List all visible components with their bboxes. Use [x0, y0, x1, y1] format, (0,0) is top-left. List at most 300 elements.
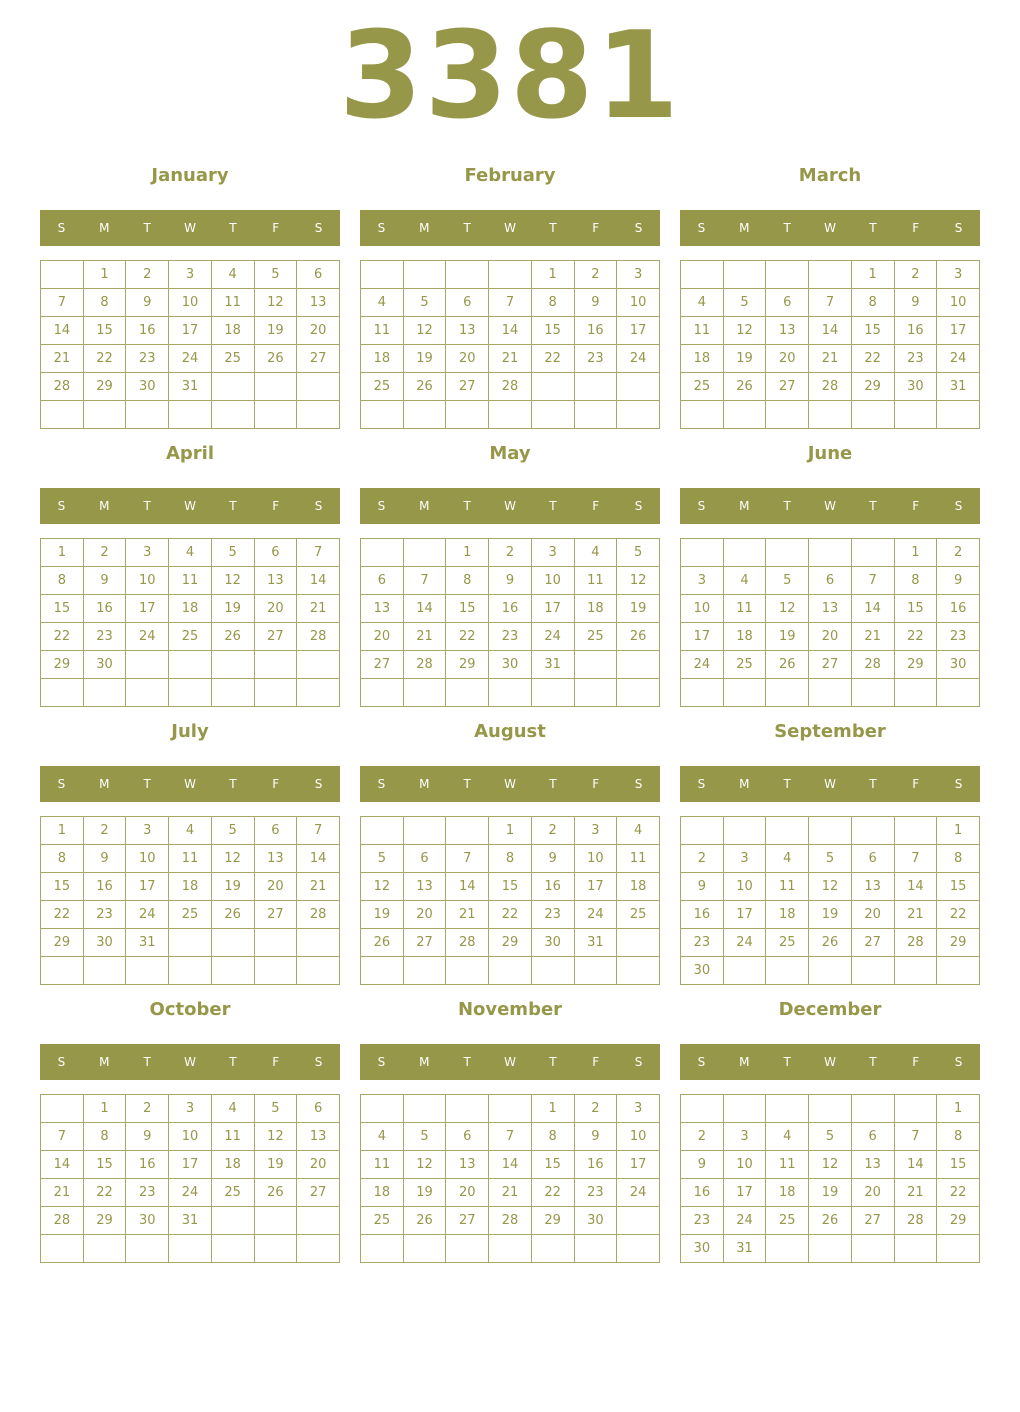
day-cell[interactable]: 19 [403, 1179, 446, 1207]
day-cell[interactable]: 11 [617, 845, 660, 873]
day-cell[interactable]: 9 [574, 1123, 617, 1151]
day-cell[interactable]: 5 [361, 845, 404, 873]
day-cell[interactable]: 1 [446, 539, 489, 567]
day-cell[interactable]: 29 [937, 929, 980, 957]
day-cell[interactable]: 25 [169, 901, 212, 929]
day-cell[interactable]: 17 [937, 317, 980, 345]
day-cell[interactable]: 13 [851, 1151, 894, 1179]
day-cell[interactable]: 25 [574, 623, 617, 651]
day-cell[interactable]: 23 [681, 929, 724, 957]
day-cell[interactable]: 7 [446, 845, 489, 873]
day-cell[interactable]: 17 [723, 901, 766, 929]
day-cell[interactable]: 9 [574, 289, 617, 317]
day-cell[interactable]: 10 [723, 1151, 766, 1179]
day-cell[interactable]: 18 [681, 345, 724, 373]
day-cell[interactable]: 13 [254, 845, 297, 873]
day-cell[interactable]: 23 [531, 901, 574, 929]
day-cell[interactable]: 30 [126, 1207, 169, 1235]
day-cell[interactable]: 27 [297, 1179, 340, 1207]
day-cell[interactable]: 1 [41, 539, 84, 567]
day-cell[interactable]: 20 [297, 1151, 340, 1179]
day-cell[interactable]: 16 [574, 317, 617, 345]
day-cell[interactable]: 25 [617, 901, 660, 929]
day-cell[interactable]: 24 [169, 345, 212, 373]
day-cell[interactable]: 4 [169, 539, 212, 567]
day-cell[interactable]: 11 [211, 1123, 254, 1151]
day-cell[interactable]: 6 [254, 817, 297, 845]
day-cell[interactable]: 21 [489, 345, 532, 373]
day-cell[interactable]: 4 [723, 567, 766, 595]
day-cell[interactable]: 14 [851, 595, 894, 623]
day-cell[interactable]: 21 [894, 901, 937, 929]
day-cell[interactable]: 22 [937, 1179, 980, 1207]
day-cell[interactable]: 29 [894, 651, 937, 679]
day-cell[interactable]: 10 [531, 567, 574, 595]
day-cell[interactable]: 21 [809, 345, 852, 373]
day-cell[interactable]: 7 [809, 289, 852, 317]
day-cell[interactable]: 1 [937, 1095, 980, 1123]
day-cell[interactable]: 18 [574, 595, 617, 623]
day-cell[interactable]: 16 [574, 1151, 617, 1179]
day-cell[interactable]: 3 [617, 261, 660, 289]
day-cell[interactable]: 10 [617, 289, 660, 317]
day-cell[interactable]: 24 [617, 345, 660, 373]
day-cell[interactable]: 30 [894, 373, 937, 401]
day-cell[interactable]: 27 [361, 651, 404, 679]
day-cell[interactable]: 30 [937, 651, 980, 679]
day-cell[interactable]: 11 [574, 567, 617, 595]
day-cell[interactable]: 24 [574, 901, 617, 929]
day-cell[interactable]: 30 [489, 651, 532, 679]
day-cell[interactable]: 18 [361, 345, 404, 373]
day-cell[interactable]: 14 [297, 845, 340, 873]
day-cell[interactable]: 10 [126, 845, 169, 873]
day-cell[interactable]: 16 [126, 317, 169, 345]
day-cell[interactable]: 20 [361, 623, 404, 651]
day-cell[interactable]: 19 [766, 623, 809, 651]
day-cell[interactable]: 11 [169, 845, 212, 873]
day-cell[interactable]: 24 [937, 345, 980, 373]
day-cell[interactable]: 11 [169, 567, 212, 595]
day-cell[interactable]: 11 [361, 1151, 404, 1179]
day-cell[interactable]: 2 [574, 1095, 617, 1123]
day-cell[interactable]: 20 [297, 317, 340, 345]
day-cell[interactable]: 14 [489, 317, 532, 345]
day-cell[interactable]: 15 [937, 1151, 980, 1179]
day-cell[interactable]: 22 [851, 345, 894, 373]
day-cell[interactable]: 26 [254, 345, 297, 373]
day-cell[interactable]: 20 [851, 901, 894, 929]
day-cell[interactable]: 28 [489, 1207, 532, 1235]
day-cell[interactable]: 16 [894, 317, 937, 345]
day-cell[interactable]: 6 [254, 539, 297, 567]
day-cell[interactable]: 3 [723, 845, 766, 873]
day-cell[interactable]: 19 [723, 345, 766, 373]
day-cell[interactable]: 28 [894, 1207, 937, 1235]
day-cell[interactable]: 2 [83, 817, 126, 845]
day-cell[interactable]: 28 [446, 929, 489, 957]
day-cell[interactable]: 23 [894, 345, 937, 373]
day-cell[interactable]: 7 [41, 289, 84, 317]
day-cell[interactable]: 31 [937, 373, 980, 401]
day-cell[interactable]: 19 [809, 901, 852, 929]
day-cell[interactable]: 7 [403, 567, 446, 595]
day-cell[interactable]: 10 [681, 595, 724, 623]
day-cell[interactable]: 22 [41, 623, 84, 651]
day-cell[interactable]: 16 [489, 595, 532, 623]
day-cell[interactable]: 26 [211, 901, 254, 929]
day-cell[interactable]: 31 [126, 929, 169, 957]
day-cell[interactable]: 18 [211, 1151, 254, 1179]
day-cell[interactable]: 2 [894, 261, 937, 289]
day-cell[interactable]: 27 [403, 929, 446, 957]
day-cell[interactable]: 2 [83, 539, 126, 567]
day-cell[interactable]: 9 [83, 845, 126, 873]
day-cell[interactable]: 21 [297, 595, 340, 623]
day-cell[interactable]: 1 [41, 817, 84, 845]
day-cell[interactable]: 19 [403, 345, 446, 373]
day-cell[interactable]: 17 [531, 595, 574, 623]
day-cell[interactable]: 14 [403, 595, 446, 623]
day-cell[interactable]: 26 [211, 623, 254, 651]
day-cell[interactable]: 20 [403, 901, 446, 929]
day-cell[interactable]: 30 [83, 651, 126, 679]
day-cell[interactable]: 12 [254, 289, 297, 317]
day-cell[interactable]: 7 [489, 1123, 532, 1151]
day-cell[interactable]: 18 [169, 595, 212, 623]
day-cell[interactable]: 3 [937, 261, 980, 289]
day-cell[interactable]: 24 [723, 1207, 766, 1235]
day-cell[interactable]: 4 [617, 817, 660, 845]
day-cell[interactable]: 15 [851, 317, 894, 345]
day-cell[interactable]: 24 [617, 1179, 660, 1207]
day-cell[interactable]: 6 [766, 289, 809, 317]
day-cell[interactable]: 17 [617, 1151, 660, 1179]
day-cell[interactable]: 12 [254, 1123, 297, 1151]
day-cell[interactable]: 9 [531, 845, 574, 873]
day-cell[interactable]: 12 [617, 567, 660, 595]
day-cell[interactable]: 17 [126, 873, 169, 901]
day-cell[interactable]: 25 [361, 1207, 404, 1235]
day-cell[interactable]: 21 [41, 1179, 84, 1207]
day-cell[interactable]: 4 [361, 1123, 404, 1151]
day-cell[interactable]: 21 [851, 623, 894, 651]
day-cell[interactable]: 28 [297, 901, 340, 929]
day-cell[interactable]: 10 [617, 1123, 660, 1151]
day-cell[interactable]: 5 [254, 1095, 297, 1123]
day-cell[interactable]: 4 [211, 1095, 254, 1123]
day-cell[interactable]: 25 [211, 345, 254, 373]
day-cell[interactable]: 9 [126, 1123, 169, 1151]
day-cell[interactable]: 27 [446, 373, 489, 401]
day-cell[interactable]: 26 [723, 373, 766, 401]
day-cell[interactable]: 17 [574, 873, 617, 901]
day-cell[interactable]: 5 [403, 1123, 446, 1151]
day-cell[interactable]: 9 [894, 289, 937, 317]
day-cell[interactable]: 23 [489, 623, 532, 651]
day-cell[interactable]: 21 [403, 623, 446, 651]
day-cell[interactable]: 18 [169, 873, 212, 901]
day-cell[interactable]: 28 [41, 373, 84, 401]
day-cell[interactable]: 4 [574, 539, 617, 567]
day-cell[interactable]: 14 [446, 873, 489, 901]
day-cell[interactable]: 14 [41, 1151, 84, 1179]
day-cell[interactable]: 5 [809, 1123, 852, 1151]
day-cell[interactable]: 31 [169, 1207, 212, 1235]
day-cell[interactable]: 13 [403, 873, 446, 901]
day-cell[interactable]: 19 [809, 1179, 852, 1207]
day-cell[interactable]: 12 [361, 873, 404, 901]
day-cell[interactable]: 23 [126, 1179, 169, 1207]
day-cell[interactable]: 20 [254, 595, 297, 623]
day-cell[interactable]: 19 [254, 317, 297, 345]
day-cell[interactable]: 1 [83, 261, 126, 289]
day-cell[interactable]: 8 [894, 567, 937, 595]
day-cell[interactable]: 25 [766, 929, 809, 957]
day-cell[interactable]: 26 [809, 1207, 852, 1235]
day-cell[interactable]: 5 [211, 817, 254, 845]
day-cell[interactable]: 15 [489, 873, 532, 901]
day-cell[interactable]: 27 [809, 651, 852, 679]
day-cell[interactable]: 19 [211, 873, 254, 901]
day-cell[interactable]: 1 [531, 261, 574, 289]
day-cell[interactable]: 18 [766, 1179, 809, 1207]
day-cell[interactable]: 28 [297, 623, 340, 651]
day-cell[interactable]: 4 [766, 1123, 809, 1151]
day-cell[interactable]: 7 [851, 567, 894, 595]
day-cell[interactable]: 16 [681, 901, 724, 929]
day-cell[interactable]: 12 [211, 567, 254, 595]
day-cell[interactable]: 18 [723, 623, 766, 651]
day-cell[interactable]: 19 [211, 595, 254, 623]
day-cell[interactable]: 1 [83, 1095, 126, 1123]
day-cell[interactable]: 16 [83, 595, 126, 623]
day-cell[interactable]: 1 [894, 539, 937, 567]
day-cell[interactable]: 3 [574, 817, 617, 845]
day-cell[interactable]: 18 [617, 873, 660, 901]
day-cell[interactable]: 2 [681, 845, 724, 873]
day-cell[interactable]: 27 [766, 373, 809, 401]
day-cell[interactable]: 3 [681, 567, 724, 595]
day-cell[interactable]: 22 [446, 623, 489, 651]
day-cell[interactable]: 12 [723, 317, 766, 345]
day-cell[interactable]: 16 [531, 873, 574, 901]
day-cell[interactable]: 10 [574, 845, 617, 873]
day-cell[interactable]: 13 [297, 1123, 340, 1151]
day-cell[interactable]: 6 [403, 845, 446, 873]
day-cell[interactable]: 11 [723, 595, 766, 623]
day-cell[interactable]: 22 [894, 623, 937, 651]
day-cell[interactable]: 2 [531, 817, 574, 845]
day-cell[interactable]: 19 [617, 595, 660, 623]
day-cell[interactable]: 14 [809, 317, 852, 345]
day-cell[interactable]: 20 [851, 1179, 894, 1207]
day-cell[interactable]: 24 [126, 901, 169, 929]
day-cell[interactable]: 18 [361, 1179, 404, 1207]
day-cell[interactable]: 3 [169, 1095, 212, 1123]
day-cell[interactable]: 2 [937, 539, 980, 567]
day-cell[interactable]: 21 [894, 1179, 937, 1207]
day-cell[interactable]: 22 [489, 901, 532, 929]
day-cell[interactable]: 18 [211, 317, 254, 345]
day-cell[interactable]: 30 [126, 373, 169, 401]
day-cell[interactable]: 6 [361, 567, 404, 595]
day-cell[interactable]: 10 [169, 1123, 212, 1151]
day-cell[interactable]: 18 [766, 901, 809, 929]
day-cell[interactable]: 28 [403, 651, 446, 679]
day-cell[interactable]: 30 [681, 1235, 724, 1263]
day-cell[interactable]: 15 [937, 873, 980, 901]
day-cell[interactable]: 28 [489, 373, 532, 401]
day-cell[interactable]: 24 [169, 1179, 212, 1207]
day-cell[interactable]: 1 [851, 261, 894, 289]
day-cell[interactable]: 6 [809, 567, 852, 595]
day-cell[interactable]: 24 [723, 929, 766, 957]
day-cell[interactable]: 3 [723, 1123, 766, 1151]
day-cell[interactable]: 5 [809, 845, 852, 873]
day-cell[interactable]: 20 [446, 345, 489, 373]
day-cell[interactable]: 17 [723, 1179, 766, 1207]
day-cell[interactable]: 15 [41, 873, 84, 901]
day-cell[interactable]: 27 [254, 623, 297, 651]
day-cell[interactable]: 1 [489, 817, 532, 845]
day-cell[interactable]: 5 [254, 261, 297, 289]
day-cell[interactable]: 13 [361, 595, 404, 623]
day-cell[interactable]: 11 [766, 873, 809, 901]
day-cell[interactable]: 17 [169, 317, 212, 345]
day-cell[interactable]: 15 [83, 1151, 126, 1179]
day-cell[interactable]: 9 [126, 289, 169, 317]
day-cell[interactable]: 4 [169, 817, 212, 845]
day-cell[interactable]: 30 [574, 1207, 617, 1235]
day-cell[interactable]: 25 [169, 623, 212, 651]
day-cell[interactable]: 25 [681, 373, 724, 401]
day-cell[interactable]: 31 [531, 651, 574, 679]
day-cell[interactable]: 13 [297, 289, 340, 317]
day-cell[interactable]: 8 [937, 1123, 980, 1151]
day-cell[interactable]: 6 [851, 845, 894, 873]
day-cell[interactable]: 27 [297, 345, 340, 373]
day-cell[interactable]: 13 [446, 1151, 489, 1179]
day-cell[interactable]: 2 [681, 1123, 724, 1151]
day-cell[interactable]: 15 [531, 1151, 574, 1179]
day-cell[interactable]: 23 [574, 345, 617, 373]
day-cell[interactable]: 15 [83, 317, 126, 345]
day-cell[interactable]: 16 [83, 873, 126, 901]
day-cell[interactable]: 7 [297, 539, 340, 567]
day-cell[interactable]: 9 [489, 567, 532, 595]
day-cell[interactable]: 23 [937, 623, 980, 651]
day-cell[interactable]: 13 [809, 595, 852, 623]
day-cell[interactable]: 30 [83, 929, 126, 957]
day-cell[interactable]: 5 [211, 539, 254, 567]
day-cell[interactable]: 29 [531, 1207, 574, 1235]
day-cell[interactable]: 17 [126, 595, 169, 623]
day-cell[interactable]: 30 [681, 957, 724, 985]
day-cell[interactable]: 5 [723, 289, 766, 317]
day-cell[interactable]: 8 [851, 289, 894, 317]
day-cell[interactable]: 3 [169, 261, 212, 289]
day-cell[interactable]: 12 [809, 873, 852, 901]
day-cell[interactable]: 9 [83, 567, 126, 595]
day-cell[interactable]: 8 [489, 845, 532, 873]
day-cell[interactable]: 26 [403, 1207, 446, 1235]
day-cell[interactable]: 15 [41, 595, 84, 623]
day-cell[interactable]: 23 [574, 1179, 617, 1207]
day-cell[interactable]: 22 [531, 1179, 574, 1207]
day-cell[interactable]: 8 [83, 1123, 126, 1151]
day-cell[interactable]: 29 [851, 373, 894, 401]
day-cell[interactable]: 5 [766, 567, 809, 595]
day-cell[interactable]: 12 [809, 1151, 852, 1179]
day-cell[interactable]: 29 [83, 373, 126, 401]
day-cell[interactable]: 25 [211, 1179, 254, 1207]
day-cell[interactable]: 8 [531, 289, 574, 317]
day-cell[interactable]: 29 [489, 929, 532, 957]
day-cell[interactable]: 26 [617, 623, 660, 651]
day-cell[interactable]: 10 [723, 873, 766, 901]
day-cell[interactable]: 20 [766, 345, 809, 373]
day-cell[interactable]: 17 [169, 1151, 212, 1179]
day-cell[interactable]: 15 [446, 595, 489, 623]
day-cell[interactable]: 22 [937, 901, 980, 929]
day-cell[interactable]: 1 [531, 1095, 574, 1123]
day-cell[interactable]: 10 [126, 567, 169, 595]
day-cell[interactable]: 21 [489, 1179, 532, 1207]
day-cell[interactable]: 24 [681, 651, 724, 679]
day-cell[interactable]: 20 [809, 623, 852, 651]
day-cell[interactable]: 31 [723, 1235, 766, 1263]
day-cell[interactable]: 29 [83, 1207, 126, 1235]
day-cell[interactable]: 4 [361, 289, 404, 317]
day-cell[interactable]: 14 [894, 1151, 937, 1179]
day-cell[interactable]: 4 [681, 289, 724, 317]
day-cell[interactable]: 20 [254, 873, 297, 901]
day-cell[interactable]: 11 [211, 289, 254, 317]
day-cell[interactable]: 6 [851, 1123, 894, 1151]
day-cell[interactable]: 11 [766, 1151, 809, 1179]
day-cell[interactable]: 7 [489, 289, 532, 317]
day-cell[interactable]: 11 [361, 317, 404, 345]
day-cell[interactable]: 13 [254, 567, 297, 595]
day-cell[interactable]: 27 [446, 1207, 489, 1235]
day-cell[interactable]: 13 [766, 317, 809, 345]
day-cell[interactable]: 10 [937, 289, 980, 317]
day-cell[interactable]: 9 [681, 873, 724, 901]
day-cell[interactable]: 23 [681, 1207, 724, 1235]
day-cell[interactable]: 28 [851, 651, 894, 679]
day-cell[interactable]: 6 [297, 1095, 340, 1123]
day-cell[interactable]: 23 [83, 901, 126, 929]
day-cell[interactable]: 24 [531, 623, 574, 651]
day-cell[interactable]: 5 [617, 539, 660, 567]
day-cell[interactable]: 12 [211, 845, 254, 873]
day-cell[interactable]: 22 [83, 1179, 126, 1207]
day-cell[interactable]: 9 [681, 1151, 724, 1179]
day-cell[interactable]: 28 [41, 1207, 84, 1235]
day-cell[interactable]: 3 [126, 817, 169, 845]
day-cell[interactable]: 16 [126, 1151, 169, 1179]
day-cell[interactable]: 15 [531, 317, 574, 345]
day-cell[interactable]: 12 [403, 1151, 446, 1179]
day-cell[interactable]: 17 [617, 317, 660, 345]
day-cell[interactable]: 2 [489, 539, 532, 567]
day-cell[interactable]: 26 [361, 929, 404, 957]
day-cell[interactable]: 22 [41, 901, 84, 929]
day-cell[interactable]: 4 [211, 261, 254, 289]
day-cell[interactable]: 17 [681, 623, 724, 651]
day-cell[interactable]: 27 [851, 929, 894, 957]
